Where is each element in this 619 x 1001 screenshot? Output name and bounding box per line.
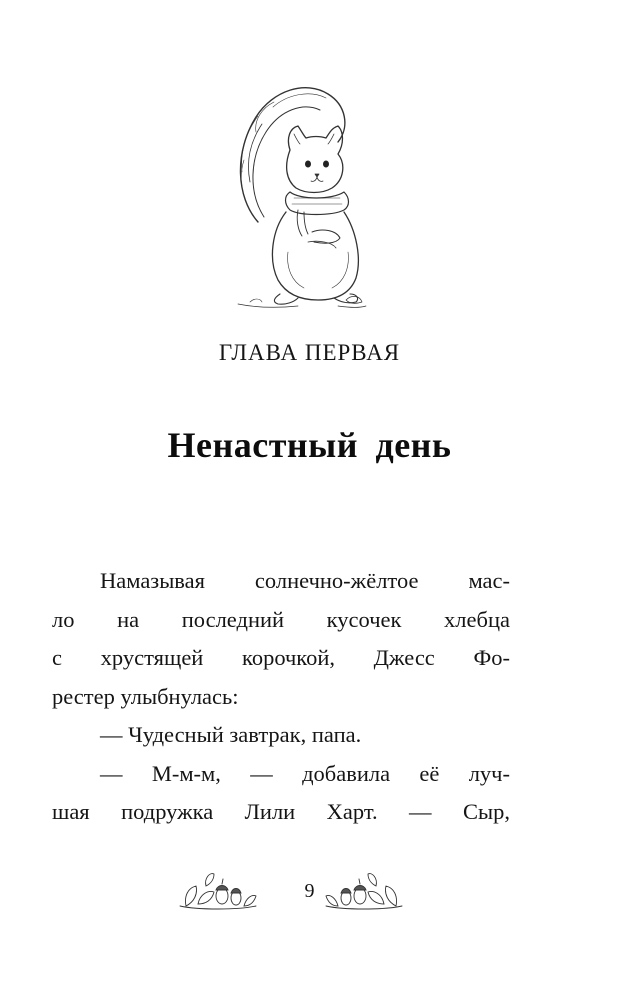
paragraph-line: — Чудесный завтрак, папа.: [100, 722, 362, 747]
paragraph-line: с хрустящей корочкой, Джесс Фо-: [52, 645, 510, 670]
paragraph-line: — М-м-м, — добавила её луч-: [100, 760, 510, 786]
page-footer: [0, 866, 619, 916]
body-text: [52, 562, 510, 832]
paragraph-line: шая подружка Лили Харт. — Сыр,: [52, 799, 510, 824]
chapter-label: ГЛАВА ПЕРВАЯ: [218, 340, 401, 365]
page-number: 9: [304, 880, 315, 902]
acorn-ornament-icon: [324, 866, 404, 914]
squirrel-icon: [228, 72, 368, 312]
paragraph-line: рестер улыбнулась:: [52, 683, 239, 709]
chapter-title: Ненастный день: [167, 425, 452, 465]
paragraph-line: ло на последний кусочек хлебца: [52, 606, 510, 632]
paragraph-line: Намазывая солнечно-жёлтое мас-: [100, 568, 510, 593]
